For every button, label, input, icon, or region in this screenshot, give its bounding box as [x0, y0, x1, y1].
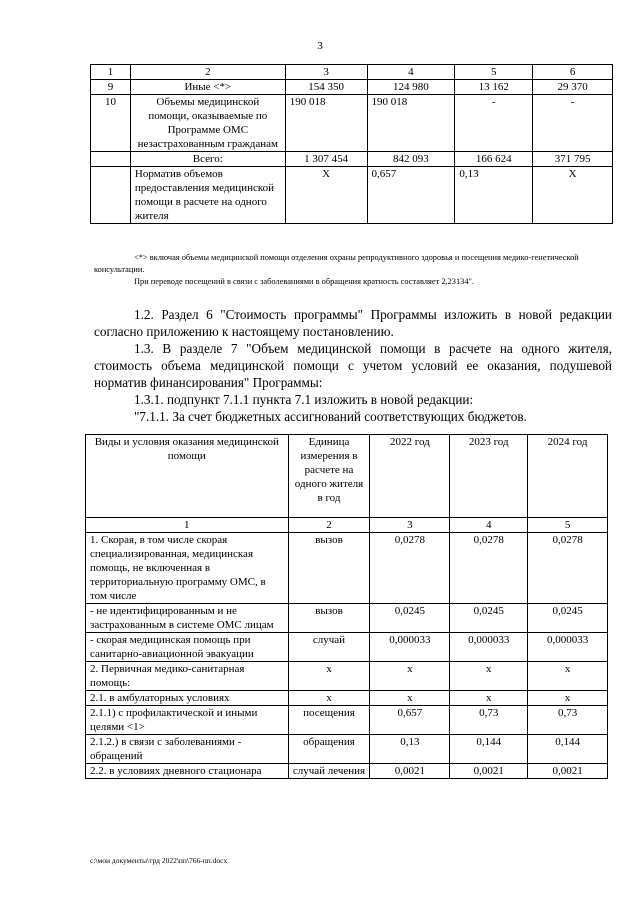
- table-cell: - скорая медицинская помощь при санитарно-авиационной эвакуации: [86, 633, 289, 662]
- table-cell: -: [533, 95, 613, 152]
- column-number: 4: [450, 518, 528, 533]
- table-row: [91, 167, 613, 224]
- table-cell: 0,144: [450, 735, 528, 764]
- table-cell: х: [370, 662, 450, 691]
- table-cell: случай: [288, 633, 370, 662]
- table-cell: 2.1. в амбулаторных условиях: [86, 691, 289, 706]
- table-cell: 371 795: [533, 152, 613, 167]
- table-cell: 13 162: [455, 80, 533, 95]
- footnotes: [94, 252, 614, 288]
- table-cell: 0,0278: [450, 533, 528, 604]
- paragraph: 1.3.1. подпункт 7.1.1 пункта 7.1 изложить в новой редакции:: [134, 392, 474, 407]
- column-header: 2024 год: [528, 435, 608, 518]
- table-cell: 0,13: [370, 735, 450, 764]
- table-cell: 190 018: [285, 95, 367, 152]
- table-cell: 9: [91, 80, 131, 95]
- table-cell: 0,657: [367, 167, 455, 224]
- column-number: 2: [130, 65, 285, 80]
- table-row: [86, 533, 608, 604]
- table-cell: -: [455, 95, 533, 152]
- column-header: 2022 год: [370, 435, 450, 518]
- table-cell: 2. Первичная медико-санитарная помощь:: [86, 662, 289, 691]
- table-cell: Всего:: [130, 152, 285, 167]
- table-cell: X: [285, 167, 367, 224]
- table-cell: Объемы медицинской помощи, оказываемые по Программе ОМС незастрахованным гражданам: [130, 95, 285, 152]
- table-cell: - не идентифицированным и не застрахованным в системе ОМС лицам: [86, 604, 289, 633]
- table-cell: 2.1.2.) в связи с заболеваниями - обращений: [86, 735, 289, 764]
- table-cell: 0,657: [370, 706, 450, 735]
- table-cell: х: [288, 691, 370, 706]
- table-row: [91, 152, 613, 167]
- table-cell: 0,0021: [450, 764, 528, 779]
- table-cell: 0,000033: [370, 633, 450, 662]
- table-cell: 0,73: [528, 706, 608, 735]
- column-number: 6: [533, 65, 613, 80]
- table-cell: 0,0278: [370, 533, 450, 604]
- footnote-conversion: При переводе посещений в связи с заболеваниями в обращения кратность составляет 2,23134".: [134, 277, 475, 286]
- paragraph: 1.2. Раздел 6 "Стоимость программы" Программы изложить в новой редакции согласно приложению к настоящему постановлению.: [94, 307, 612, 339]
- table-row: [86, 662, 608, 691]
- table-cell: 1. Скорая, в том числе скорая специализированная, медицинская помощь, не включенная в территориальную программу ОМС, в том числе: [86, 533, 289, 604]
- table-cell: 10: [91, 95, 131, 152]
- file-path-footer: c:\мои документы\трд 2022\пп\766-пп.docx: [90, 856, 228, 865]
- table-row: [91, 80, 613, 95]
- table-cell: 0,0245: [370, 604, 450, 633]
- table-cell: 0,0021: [370, 764, 450, 779]
- table-cell: 842 093: [367, 152, 455, 167]
- footnote-asterisk: <*> включая объемы медицинской помощи отделения охраны репродуктивного здоровья и посещения медико-генетической консультации.: [94, 253, 579, 274]
- table-cell: 166 624: [455, 152, 533, 167]
- column-number: 2: [288, 518, 370, 533]
- table-cell: 124 980: [367, 80, 455, 95]
- table-cell: 0,144: [528, 735, 608, 764]
- paragraph: 1.3. В разделе 7 "Объем медицинской помощи в расчете на одного жителя, стоимость объема медицинской помощи с учетом условий ее оказания, подушевой норматив финансирования" Программы:: [94, 341, 612, 390]
- table-cell: х: [528, 691, 608, 706]
- table-cell: 29 370: [533, 80, 613, 95]
- table-cell: 0,000033: [450, 633, 528, 662]
- table-cell: вызов: [288, 533, 370, 604]
- column-number: 1: [86, 518, 289, 533]
- column-header: Единица измерения в расчете на одного жителя в год: [288, 435, 370, 518]
- volumes-table: [90, 64, 613, 224]
- column-header: 2023 год: [450, 435, 528, 518]
- column-number: 4: [367, 65, 455, 80]
- table-numbers-row: [86, 518, 608, 533]
- table-cell: 190 018: [367, 95, 455, 152]
- table-row: [86, 706, 608, 735]
- table-cell: 0,0245: [450, 604, 528, 633]
- table-row: [86, 735, 608, 764]
- table-cell: [91, 167, 131, 224]
- table-cell: вызов: [288, 604, 370, 633]
- table-cell: 0,000033: [528, 633, 608, 662]
- column-number: 1: [91, 65, 131, 80]
- table-row: [86, 633, 608, 662]
- table-cell: х: [370, 691, 450, 706]
- table-row: [86, 764, 608, 779]
- table-row: [86, 691, 608, 706]
- table-cell: 0,73: [450, 706, 528, 735]
- table-cell: [91, 152, 131, 167]
- table-cell: х: [528, 662, 608, 691]
- column-number: 3: [285, 65, 367, 80]
- table-cell: 154 350: [285, 80, 367, 95]
- table-cell: Норматив объемов предоставления медицинской помощи в расчете на одного жителя: [130, 167, 285, 224]
- table-cell: 0,0021: [528, 764, 608, 779]
- table-row: [86, 604, 608, 633]
- table-cell: х: [288, 662, 370, 691]
- table-cell: х: [450, 691, 528, 706]
- table-cell: 0,0245: [528, 604, 608, 633]
- table-cell: случай лечения: [288, 764, 370, 779]
- column-number: 3: [370, 518, 450, 533]
- table-cell: X: [533, 167, 613, 224]
- column-number: 5: [528, 518, 608, 533]
- table-cell: 0,0278: [528, 533, 608, 604]
- table-cell: 1 307 454: [285, 152, 367, 167]
- table-header-row: [86, 435, 608, 518]
- column-number: 5: [455, 65, 533, 80]
- page-number: 3: [317, 40, 323, 52]
- table-header-row: [91, 65, 613, 80]
- column-header: Виды и условия оказания медицинской помощи: [86, 435, 289, 518]
- table-cell: 2.2. в условиях дневного стационара: [86, 764, 289, 779]
- table-cell: Иные <*>: [130, 80, 285, 95]
- table-cell: посещения: [288, 706, 370, 735]
- body-text: [94, 306, 612, 425]
- table-cell: х: [450, 662, 528, 691]
- paragraph: "7.1.1. За счет бюджетных ассигнований соответствующих бюджетов.: [134, 409, 527, 424]
- table-cell: 2.1.1) с профилактической и иными целями <1>: [86, 706, 289, 735]
- table-cell: обращения: [288, 735, 370, 764]
- table-cell: 0,13: [455, 167, 533, 224]
- table-row: [91, 95, 613, 152]
- per-capita-volume-table: [85, 434, 608, 779]
